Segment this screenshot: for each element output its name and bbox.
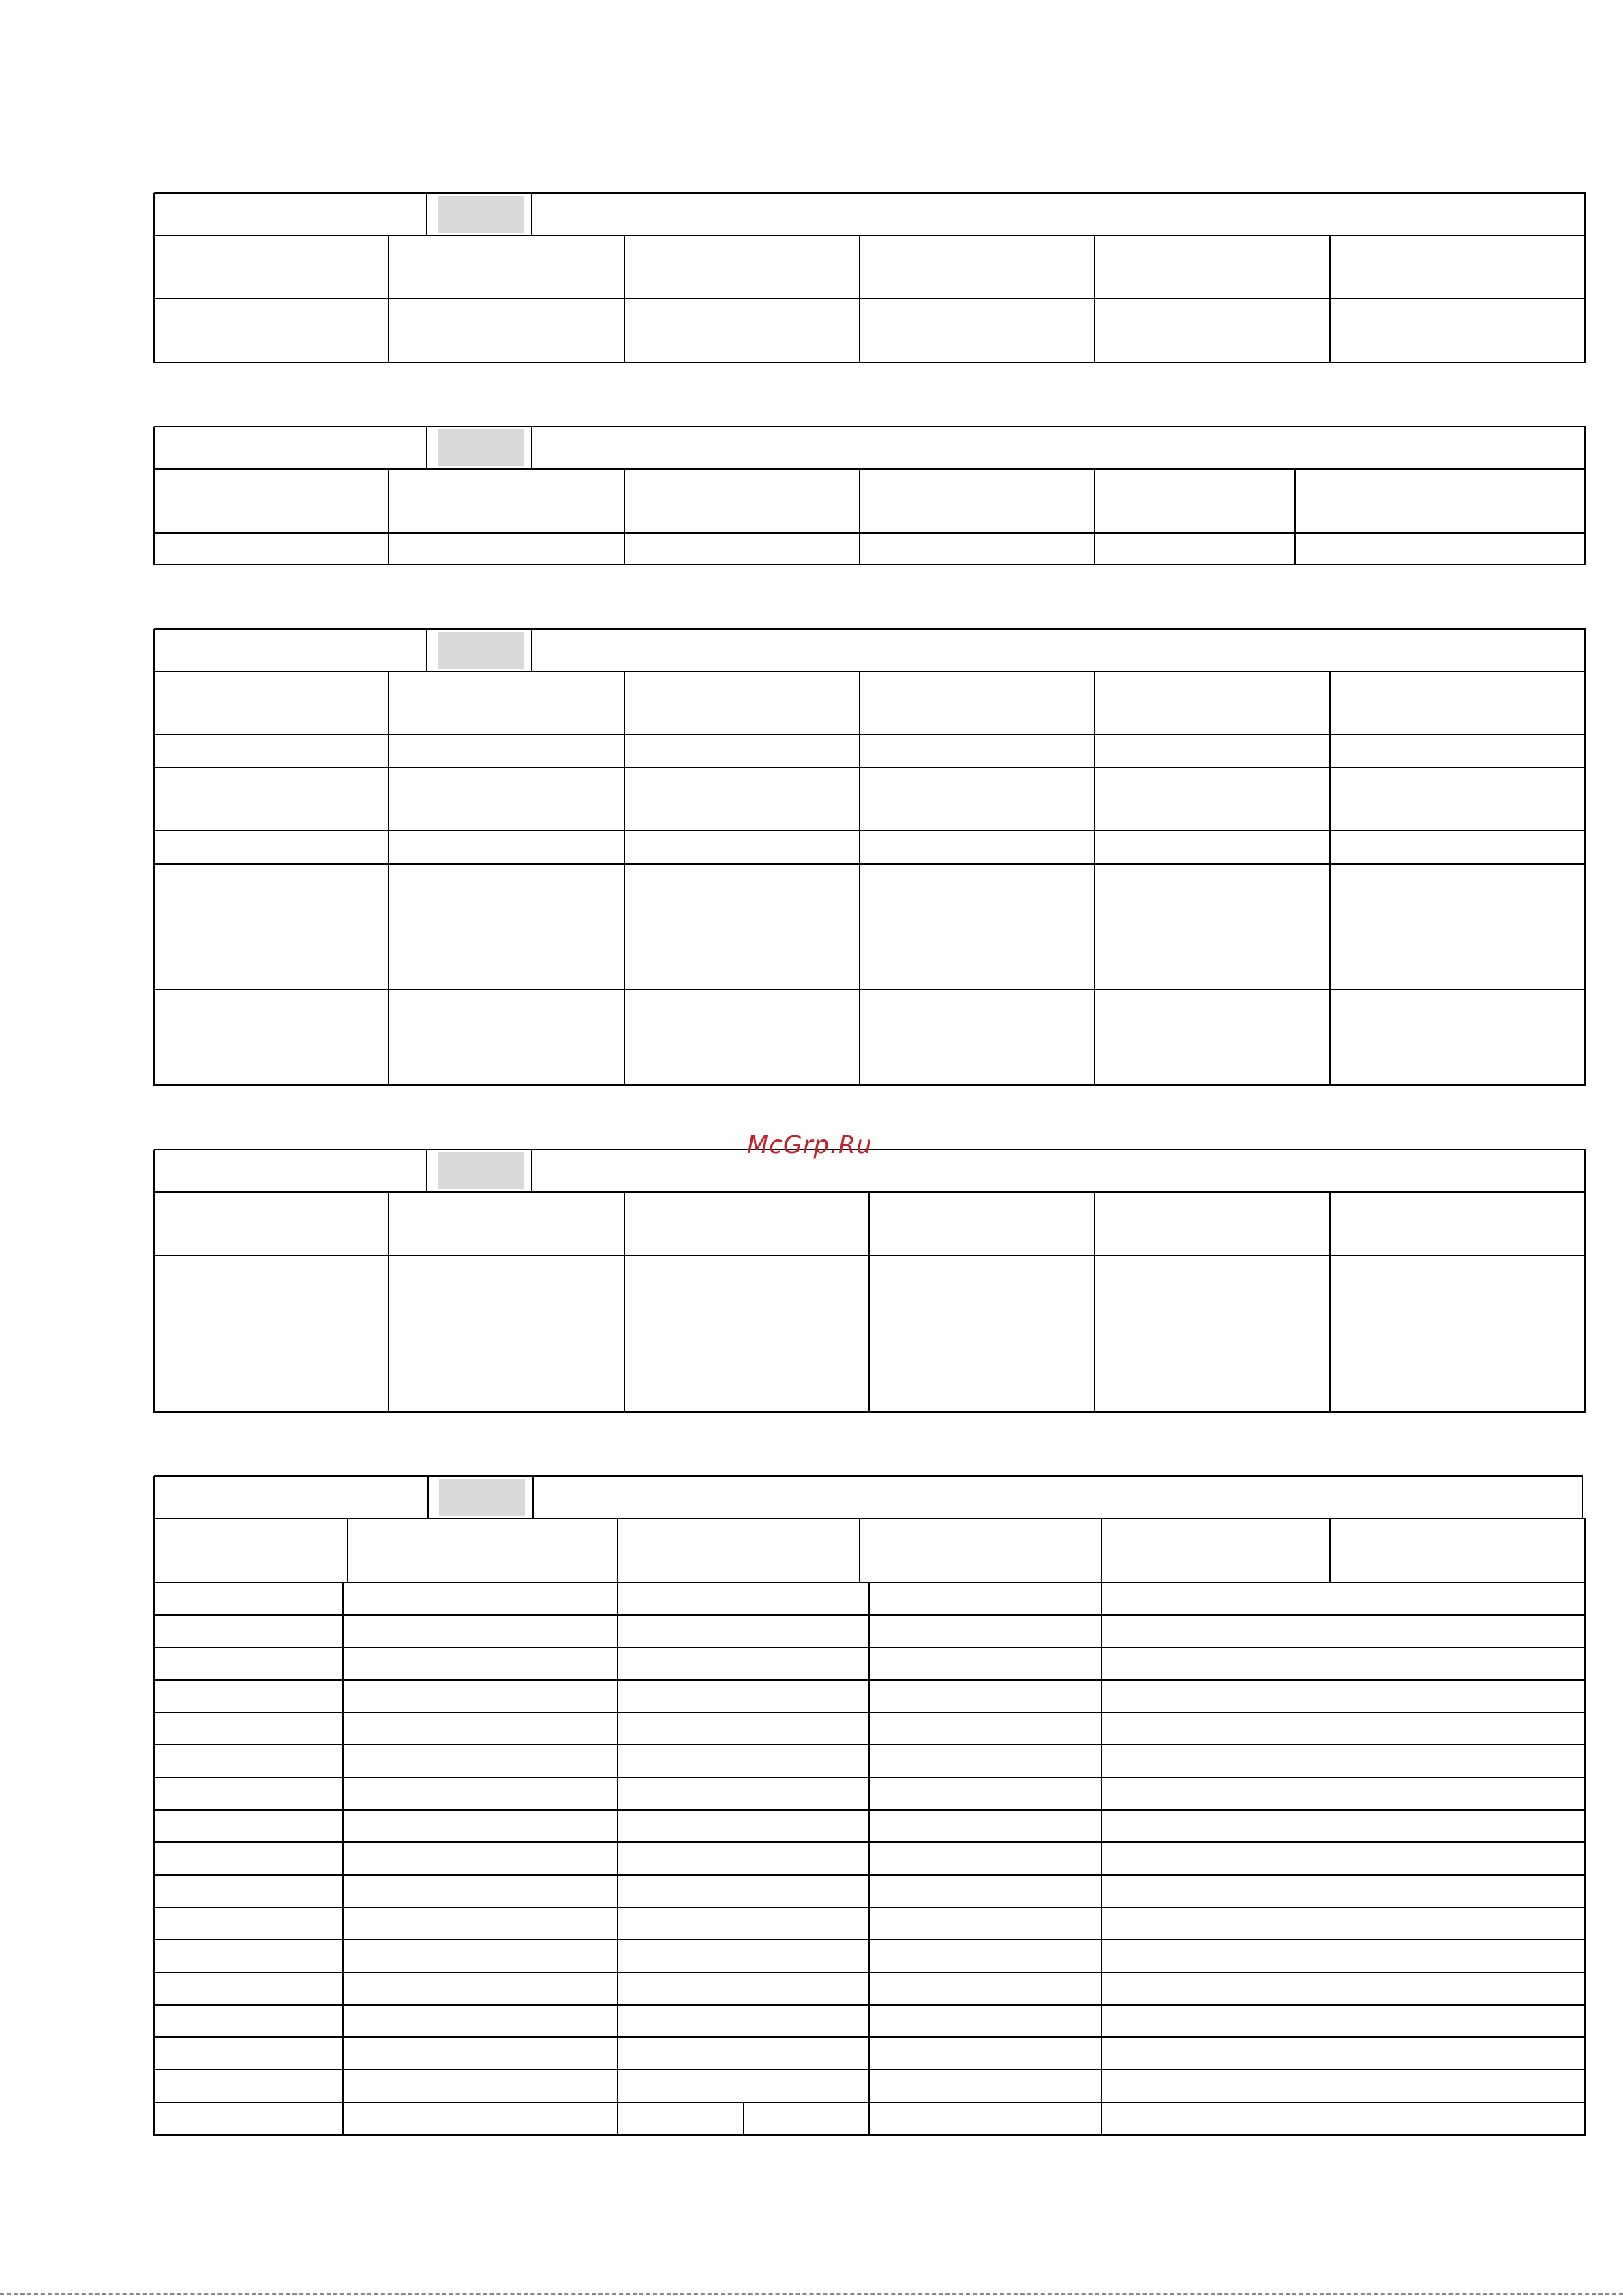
title-cell-divider <box>426 193 427 236</box>
table-left-rule <box>153 1476 155 2136</box>
table-title-right-rule <box>1584 1150 1586 1193</box>
title-cell-divider <box>427 1476 429 1519</box>
column-divider <box>624 469 625 565</box>
table-row-rule <box>154 1809 1586 1811</box>
table-top-rule <box>154 1475 1583 1477</box>
column-divider <box>868 1192 870 1413</box>
column-divider <box>1101 1582 1102 2136</box>
table-row-rule <box>154 767 1586 768</box>
table-row-rule <box>154 1647 1586 1648</box>
table-label-shaded-cell <box>438 196 524 233</box>
table-row-rule <box>154 1874 1586 1876</box>
table-row-rule <box>154 1679 1586 1681</box>
table-row-rule <box>154 2069 1586 2070</box>
table-title-right-rule <box>1584 193 1586 236</box>
table-left-rule <box>153 427 155 565</box>
table-row-rule <box>154 362 1586 363</box>
watermark: McGrp.Ru <box>747 1131 873 1159</box>
table-row-rule <box>154 1939 1586 1940</box>
table-row-rule <box>154 2102 1586 2103</box>
column-divider <box>617 1582 618 2136</box>
column-divider <box>1101 1518 1102 1583</box>
table-label-shaded-cell <box>438 632 524 669</box>
column-divider <box>388 1192 389 1413</box>
table-row-rule <box>154 1907 1586 1908</box>
title-cell-divider <box>531 427 532 470</box>
column-divider <box>388 236 389 363</box>
table-top-rule <box>154 628 1586 630</box>
column-divider <box>1294 469 1296 565</box>
title-cell-divider <box>426 427 427 470</box>
title-cell-divider <box>532 1476 534 1519</box>
table-left-rule <box>153 193 155 363</box>
table-right-rule <box>1584 1192 1586 1413</box>
column-divider <box>617 1518 618 1583</box>
column-divider <box>347 1518 348 1583</box>
table-row-rule <box>154 1191 1586 1193</box>
table-title-right-rule <box>1584 427 1586 470</box>
table-right-rule <box>1584 1518 1586 2136</box>
column-divider <box>1094 469 1095 565</box>
table-row-rule <box>154 1582 1586 1583</box>
column-divider <box>342 1582 344 2136</box>
table-right-rule <box>1584 236 1586 363</box>
column-divider <box>1329 1518 1331 1583</box>
table-label-shaded-cell <box>438 1152 524 1189</box>
column-divider <box>624 236 625 363</box>
title-cell-divider <box>426 629 427 672</box>
page-bottom-rule <box>0 2293 1623 2295</box>
column-divider <box>859 1518 860 1583</box>
table-right-rule <box>1584 469 1586 565</box>
title-cell-divider <box>531 193 532 236</box>
column-divider <box>1329 671 1331 1086</box>
column-divider <box>624 671 625 1086</box>
column-divider <box>1094 236 1095 363</box>
column-divider <box>743 2102 744 2136</box>
column-divider <box>1094 1192 1095 1413</box>
table-row-rule <box>154 564 1586 565</box>
table-row-rule <box>154 1614 1586 1616</box>
table-left-rule <box>153 1150 155 1413</box>
table-row-rule <box>154 989 1586 990</box>
column-divider <box>388 671 389 1086</box>
table-row-rule <box>154 1255 1586 1256</box>
table-row-rule <box>154 235 1586 236</box>
table-row-rule <box>154 2004 1586 2006</box>
title-cell-divider <box>426 1150 427 1193</box>
table-row-rule <box>154 1841 1586 1843</box>
table-row-rule <box>154 734 1586 735</box>
table-row-rule <box>154 1518 1586 1519</box>
table-top-rule <box>154 426 1586 427</box>
column-divider <box>1329 236 1331 363</box>
title-cell-divider <box>531 629 532 672</box>
table-row-rule <box>154 671 1586 672</box>
column-divider <box>868 1582 870 2136</box>
table-row-rule <box>154 298 1586 299</box>
table-label-shaded-cell <box>438 429 524 466</box>
table-row-rule <box>154 1744 1586 1745</box>
table-right-rule <box>1584 671 1586 1086</box>
column-divider <box>859 469 860 565</box>
column-divider <box>1094 671 1095 1086</box>
column-divider <box>859 236 860 363</box>
table-row-rule <box>154 532 1586 534</box>
table-row-rule <box>154 1712 1586 1713</box>
table-row-rule <box>154 863 1586 865</box>
table-row-rule <box>154 830 1586 831</box>
table-row-rule <box>154 2036 1586 2038</box>
table-row-rule <box>154 1777 1586 1778</box>
table-row-rule <box>154 1972 1586 1973</box>
table-label-shaded-cell <box>439 1479 525 1516</box>
column-divider <box>859 671 860 1086</box>
column-divider <box>624 1192 625 1413</box>
column-divider <box>388 469 389 565</box>
table-row-rule <box>154 1084 1586 1086</box>
table-title-right-rule <box>1582 1476 1583 1519</box>
table-row-rule <box>154 468 1586 470</box>
table-title-right-rule <box>1584 629 1586 672</box>
table-top-rule <box>154 192 1586 194</box>
title-cell-divider <box>531 1150 532 1193</box>
table-row-rule <box>154 1411 1586 1413</box>
column-divider <box>1329 1192 1331 1413</box>
table-left-rule <box>153 629 155 1086</box>
table-row-rule <box>154 2134 1586 2136</box>
